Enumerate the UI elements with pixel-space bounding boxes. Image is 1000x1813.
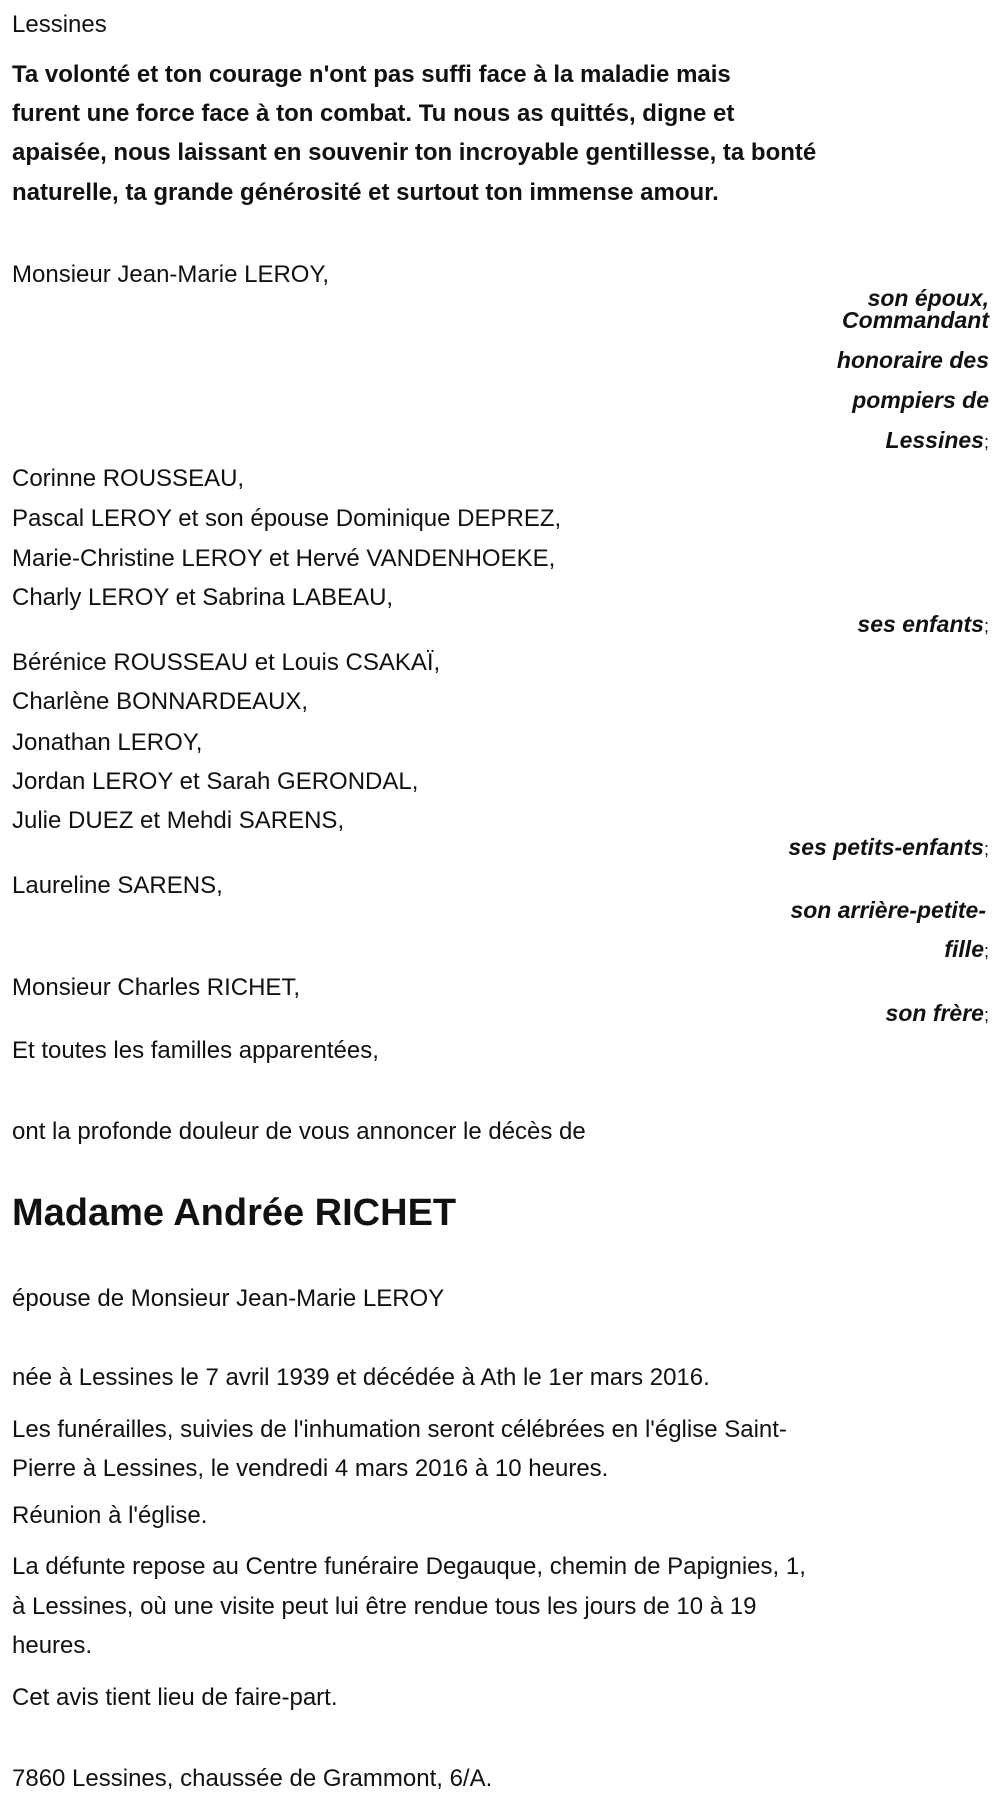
separator: ; <box>983 432 989 452</box>
relation <box>886 993 989 1033</box>
relation <box>788 827 989 867</box>
family-name: Monsieur Jean-Marie LEROY, <box>12 261 330 288</box>
separator: ; <box>983 616 989 636</box>
epitaph-line: furent une force face à ton combat. Tu nous as quittés, digne et <box>12 100 735 127</box>
notice: Cet avis tient lieu de faire-part. <box>12 1684 338 1711</box>
relation-text: Lessines <box>885 427 984 453</box>
family-name: Laureline SARENS, <box>12 872 223 899</box>
separator: ; <box>983 839 989 859</box>
relation: Commandant <box>842 307 989 333</box>
family-name: Julie DUEZ et Mehdi SARENS, <box>12 807 345 834</box>
relation: son époux, <box>867 285 989 311</box>
announcement: ont la profonde douleur de vous annoncer le décès de <box>12 1118 586 1145</box>
family-name: Jonathan LEROY, <box>12 729 203 756</box>
meeting: Réunion à l'église. <box>12 1502 208 1529</box>
separator: ; <box>983 941 989 961</box>
relation: honoraire des <box>836 347 989 373</box>
family-name: Jordan LEROY et Sarah GERONDAL, <box>12 768 419 795</box>
visit-line: heures. <box>12 1632 93 1659</box>
funeral-line: Pierre à Lessines, le vendredi 4 mars 2016 à 10 heures. <box>12 1455 609 1482</box>
location: Lessines <box>12 11 107 38</box>
relation: pompiers de <box>852 387 989 413</box>
family-name: Charlène BONNARDEAUX, <box>12 688 309 715</box>
relation: son arrière-petite- <box>790 897 986 923</box>
birth-death: née à Lessines le 7 avril 1939 et décédée à Ath le 1er mars 2016. <box>12 1364 710 1391</box>
visit-line: La défunte repose au Centre funéraire Degauque, chemin de Papignies, 1, <box>12 1553 806 1580</box>
relation <box>857 604 989 644</box>
funeral-line: Les funérailles, suivies de l'inhumation seront célébrées en l'église Saint- <box>12 1416 787 1443</box>
relation-text: son frère <box>885 1000 984 1026</box>
epitaph-line: apaisée, nous laissant en souvenir ton incroyable gentillesse, ta bonté <box>12 139 817 166</box>
family-name: Monsieur Charles RICHET, <box>12 974 301 1001</box>
address: 7860 Lessines, chaussée de Grammont, 6/A. <box>12 1765 493 1792</box>
family-name: Pascal LEROY et son épouse Dominique DEPREZ, <box>12 505 562 532</box>
family-name: Corinne ROUSSEAU, <box>12 465 245 492</box>
epitaph-line: Ta volonté et ton courage n'ont pas suffi face à la maladie mais <box>12 61 731 88</box>
family-name: Bérénice ROUSSEAU et Louis CSAKAÏ, <box>12 649 441 676</box>
deceased-name: Madame Andrée RICHET <box>12 1192 457 1234</box>
visit-line: à Lessines, où une visite peut lui être rendue tous les jours de 10 à 19 <box>12 1593 757 1620</box>
spouse-line: épouse de Monsieur Jean-Marie LEROY <box>12 1285 445 1312</box>
relation <box>944 929 989 969</box>
epitaph-line: naturelle, ta grande générosité et surtout ton immense amour. <box>12 179 719 206</box>
relation <box>886 420 989 460</box>
relation-text: ses enfants <box>857 611 984 637</box>
family-name: Charly LEROY et Sabrina LABEAU, <box>12 584 394 611</box>
other-families: Et toutes les familles apparentées, <box>12 1037 379 1064</box>
relation-text: ses petits-enfants <box>788 834 984 860</box>
family-name: Marie-Christine LEROY et Hervé VANDENHOEKE, <box>12 545 556 572</box>
separator: ; <box>983 1005 989 1025</box>
relation-text: fille <box>944 936 984 962</box>
